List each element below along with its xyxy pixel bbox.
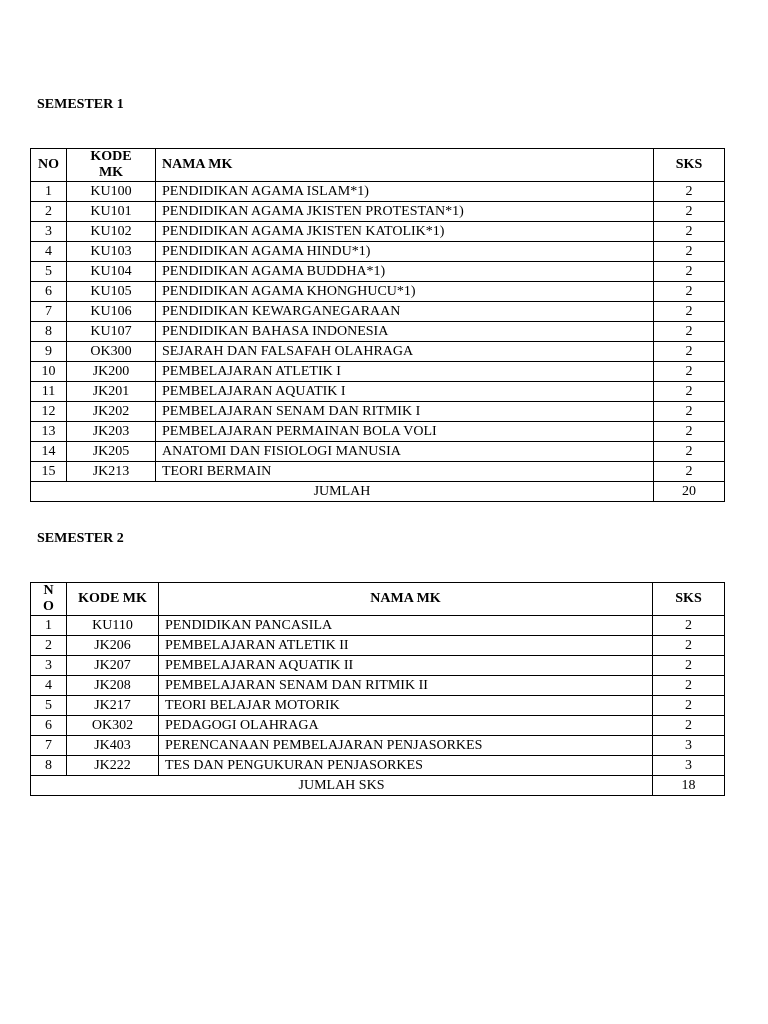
- table-row: [31, 362, 725, 382]
- row-nama-mk: PENDIDIKAN AGAMA HINDU*1): [156, 242, 654, 262]
- row-sks: 2: [654, 422, 725, 442]
- row-kode-mk: JK206: [67, 636, 159, 656]
- row-no: 2: [31, 202, 67, 222]
- row-nama-mk: PEMBELAJARAN PERMAINAN BOLA VOLI: [156, 422, 654, 442]
- row-nama-mk: PEDAGOGI OLAHRAGA: [159, 716, 653, 736]
- table-row: [31, 616, 725, 636]
- row-no: 1: [31, 182, 67, 202]
- total-value: 18: [653, 776, 725, 796]
- table-header-row: [31, 149, 725, 182]
- row-kode-mk: JK207: [67, 656, 159, 676]
- row-nama-mk: PENDIDIKAN AGAMA BUDDHA*1): [156, 262, 654, 282]
- header-nama-mk: NAMA MK: [159, 583, 653, 616]
- row-nama-mk: PENDIDIKAN AGAMA JKISTEN KATOLIK*1): [156, 222, 654, 242]
- header-kode-mk: KODE MK: [67, 583, 159, 616]
- table-row: [31, 342, 725, 362]
- row-kode-mk: JK202: [67, 402, 156, 422]
- row-nama-mk: PEMBELAJARAN ATLETIK II: [159, 636, 653, 656]
- row-no: 4: [31, 242, 67, 262]
- row-nama-mk: PENDIDIKAN AGAMA ISLAM*1): [156, 182, 654, 202]
- row-kode-mk: KU101: [67, 202, 156, 222]
- table-row: [31, 422, 725, 442]
- row-no: 15: [31, 462, 67, 482]
- row-kode-mk: JK208: [67, 676, 159, 696]
- row-nama-mk: PENDIDIKAN AGAMA KHONGHUCU*1): [156, 282, 654, 302]
- row-sks: 2: [653, 676, 725, 696]
- table-row: [31, 282, 725, 302]
- row-nama-mk: PEMBELAJARAN ATLETIK I: [156, 362, 654, 382]
- row-nama-mk: PERENCANAAN PEMBELAJARAN PENJASORKES: [159, 736, 653, 756]
- table-header-row: [31, 583, 725, 616]
- row-no: 6: [31, 716, 67, 736]
- row-nama-mk: ANATOMI DAN FISIOLOGI MANUSIA: [156, 442, 654, 462]
- row-nama-mk: TEORI BELAJAR MOTORIK: [159, 696, 653, 716]
- row-nama-mk: PEMBELAJARAN SENAM DAN RITMIK II: [159, 676, 653, 696]
- row-nama-mk: PEMBELAJARAN SENAM DAN RITMIK I: [156, 402, 654, 422]
- table-row: [31, 182, 725, 202]
- total-value: 20: [654, 482, 725, 502]
- table-row: [31, 656, 725, 676]
- row-sks: 2: [653, 716, 725, 736]
- header-sks: SKS: [654, 149, 725, 182]
- row-no: 7: [31, 302, 67, 322]
- table-row: [31, 676, 725, 696]
- row-no: 14: [31, 442, 67, 462]
- row-no: 6: [31, 282, 67, 302]
- row-nama-mk: TES DAN PENGUKURAN PENJASORKES: [159, 756, 653, 776]
- row-sks: 2: [654, 442, 725, 462]
- table-row: [31, 262, 725, 282]
- row-sks: 2: [654, 182, 725, 202]
- table-row: [31, 756, 725, 776]
- row-sks: 2: [654, 462, 725, 482]
- semester-1-title: SEMESTER 1: [37, 97, 124, 112]
- row-no: 12: [31, 402, 67, 422]
- row-sks: 2: [654, 222, 725, 242]
- row-kode-mk: OK300: [67, 342, 156, 362]
- total-label: JUMLAH SKS: [31, 776, 653, 796]
- table-row: [31, 242, 725, 262]
- row-kode-mk: KU105: [67, 282, 156, 302]
- row-kode-mk: JK200: [67, 362, 156, 382]
- row-nama-mk: PENDIDIKAN AGAMA JKISTEN PROTESTAN*1): [156, 202, 654, 222]
- row-kode-mk: KU110: [67, 616, 159, 636]
- total-row: [31, 776, 725, 796]
- table-row: [31, 222, 725, 242]
- row-no: 3: [31, 222, 67, 242]
- row-kode-mk: KU103: [67, 242, 156, 262]
- table-row: [31, 382, 725, 402]
- row-no: 4: [31, 676, 67, 696]
- semester-2-body: [31, 616, 725, 776]
- row-sks: 2: [654, 362, 725, 382]
- row-kode-mk: OK302: [67, 716, 159, 736]
- row-sks: 2: [653, 636, 725, 656]
- row-nama-mk: PEMBELAJARAN AQUATIK I: [156, 382, 654, 402]
- table-row: [31, 736, 725, 756]
- row-kode-mk: KU106: [67, 302, 156, 322]
- header-kode-mk: KODE MK: [67, 149, 156, 182]
- table-row: [31, 462, 725, 482]
- row-nama-mk: SEJARAH DAN FALSAFAH OLAHRAGA: [156, 342, 654, 362]
- row-kode-mk: KU104: [67, 262, 156, 282]
- table-row: [31, 202, 725, 222]
- row-sks: 2: [654, 322, 725, 342]
- row-sks: 2: [653, 656, 725, 676]
- table-row: [31, 696, 725, 716]
- total-label: JUMLAH: [31, 482, 654, 502]
- row-kode-mk: JK213: [67, 462, 156, 482]
- row-kode-mk: KU100: [67, 182, 156, 202]
- row-nama-mk: PENDIDIKAN KEWARGANEGARAAN: [156, 302, 654, 322]
- row-sks: 2: [654, 342, 725, 362]
- row-no: 10: [31, 362, 67, 382]
- semester-1-table: [30, 148, 725, 502]
- row-sks: 2: [653, 616, 725, 636]
- row-sks: 3: [653, 736, 725, 756]
- row-sks: 2: [654, 262, 725, 282]
- semester-1-body: [31, 182, 725, 482]
- row-no: 2: [31, 636, 67, 656]
- table-row: [31, 302, 725, 322]
- row-kode-mk: JK217: [67, 696, 159, 716]
- row-sks: 2: [654, 382, 725, 402]
- semester-2-table: [30, 582, 725, 796]
- row-nama-mk: PEMBELAJARAN AQUATIK II: [159, 656, 653, 676]
- row-no: 5: [31, 696, 67, 716]
- total-row: [31, 482, 725, 502]
- table-row: [31, 636, 725, 656]
- row-nama-mk: PENDIDIKAN BAHASA INDONESIA: [156, 322, 654, 342]
- row-no: 5: [31, 262, 67, 282]
- row-nama-mk: PENDIDIKAN PANCASILA: [159, 616, 653, 636]
- table-row: [31, 322, 725, 342]
- table-row: [31, 442, 725, 462]
- row-sks: 2: [654, 302, 725, 322]
- row-no: 1: [31, 616, 67, 636]
- table-row: [31, 402, 725, 422]
- row-nama-mk: TEORI BERMAIN: [156, 462, 654, 482]
- row-no: 9: [31, 342, 67, 362]
- row-no: 11: [31, 382, 67, 402]
- row-no: 8: [31, 322, 67, 342]
- header-no: N O: [31, 583, 67, 616]
- row-kode-mk: JK201: [67, 382, 156, 402]
- row-kode-mk: KU107: [67, 322, 156, 342]
- header-no: NO: [31, 149, 67, 182]
- row-sks: 2: [654, 282, 725, 302]
- row-no: 3: [31, 656, 67, 676]
- row-kode-mk: KU102: [67, 222, 156, 242]
- table-row: [31, 716, 725, 736]
- row-kode-mk: JK403: [67, 736, 159, 756]
- row-sks: 2: [654, 242, 725, 262]
- row-kode-mk: JK222: [67, 756, 159, 776]
- row-sks: 2: [654, 202, 725, 222]
- header-nama-mk: NAMA MK: [156, 149, 654, 182]
- row-no: 8: [31, 756, 67, 776]
- row-no: 13: [31, 422, 67, 442]
- row-sks: 3: [653, 756, 725, 776]
- row-sks: 2: [654, 402, 725, 422]
- row-kode-mk: JK203: [67, 422, 156, 442]
- row-sks: 2: [653, 696, 725, 716]
- semester-2-title: SEMESTER 2: [37, 531, 124, 546]
- row-no: 7: [31, 736, 67, 756]
- row-kode-mk: JK205: [67, 442, 156, 462]
- header-sks: SKS: [653, 583, 725, 616]
